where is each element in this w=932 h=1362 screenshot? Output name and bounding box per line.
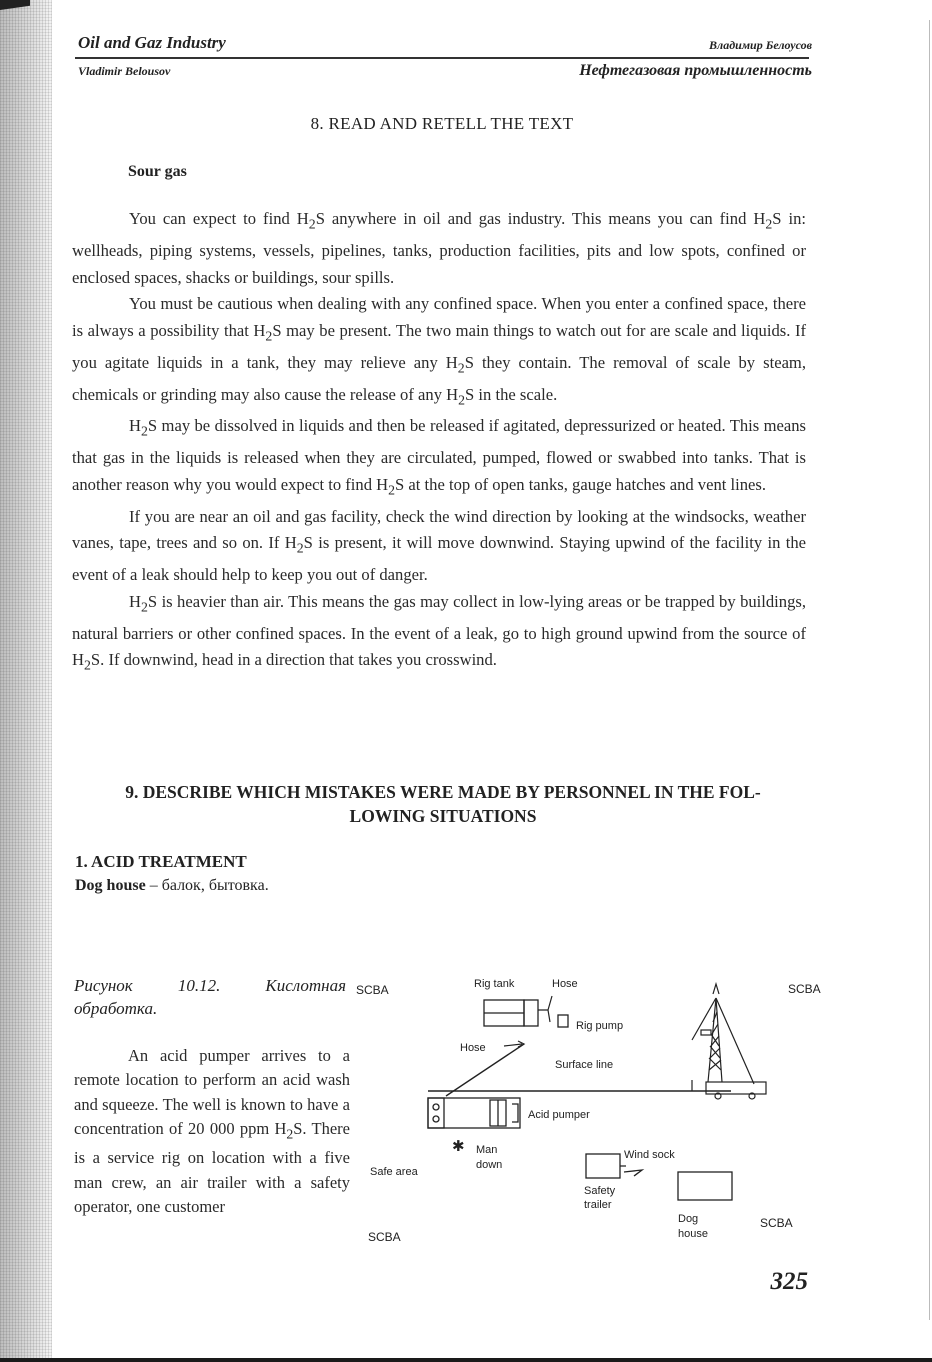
- scba-label: SCBA: [356, 983, 389, 997]
- paragraph: You must be cautious when dealing with any confined space. When you enter a confined space, there is always a possibility that $H_2S$ may be present. The two main things to watch out for are scale and liquids. If you agitate liquids in a tank, they may relieve any $H_2S$ they contain. The removal of scale by steam, chemicals or grinding may also cause the release of any $H_2S$ in the scale.: [72, 294, 806, 407]
- scba-label: SCBA: [368, 1230, 401, 1244]
- rig-pump-label: Rig pump: [576, 1020, 624, 1032]
- rig-hose: [538, 996, 552, 1022]
- page-bottom-edge: [0, 1358, 932, 1362]
- paragraph: $H_2S$ may be dissolved in liquids and then be released if agitated, depressurized or heated. This means that gas in the liquids is released when they are circulated, pumped, flowed or swabbed into tanks. That is another reason why you would expect to find $H_2S$ at the top of open tanks, gauge hatches and vent lines.: [72, 416, 806, 498]
- hose-label: Hose: [552, 978, 578, 990]
- paragraph: If you are near an oil and gas facility, check the wind direction by looking at the windsocks, weather vanes, tape, trees and so on. If $H_2S$ is present, it will move downwind. Staying upwind of the facility in the event of a leak should help to keep you out of danger.: [72, 506, 806, 585]
- section-9-title-line: LOWING SITUATIONS: [349, 806, 537, 826]
- page-edge: [929, 20, 930, 1320]
- running-header-author-en: Vladimir Belousov: [78, 64, 171, 78]
- safe-area-label: Safe area: [370, 1166, 418, 1178]
- paragraph: $H_2S$ is heavier than air. This means the gas may collect in low-lying areas or be trapped by buildings, natural barriers or other confined spaces. In the event of a leak, go to high ground upwind from the source of $H_2S$. If downwind, head in a direction that takes you crosswind.: [72, 591, 806, 673]
- scba-label: SCBA: [760, 1216, 793, 1230]
- rig-tank-label: Rig tank: [474, 978, 515, 990]
- running-header-title-en: Oil and Gaz Industry: [78, 33, 226, 52]
- man-down-label: down: [476, 1159, 503, 1171]
- service-rig-derrick: [692, 984, 766, 1099]
- paragraph: You can expect to find $H_2S$ anywhere in oil and gas industry. This means you can find $H_2S$ in: wellheads, piping systems, vessels, pipelines, tanks, production facilities, pits and low spots, confined or enclosed spaces, shacks or buildings, sour spills.: [72, 209, 807, 287]
- section-9-title-line: 9. DESCRIBE WHICH MISTAKES WERE MADE BY PERSONNEL IN THE FOL-: [125, 782, 761, 802]
- figure-caption: Рисунок 10.12. Кислотная обработка.: [74, 976, 346, 1018]
- running-header-author-ru: Владимир Белоусов: [709, 38, 812, 52]
- hose-label: Hose: [460, 1042, 486, 1054]
- rig-tank: [484, 1000, 538, 1026]
- surface-line-label: Surface line: [555, 1059, 614, 1071]
- scba-label: SCBA: [788, 982, 821, 996]
- situation-text: [74, 1044, 350, 1219]
- acid-treatment-diagram: [356, 970, 821, 1250]
- page-number: 325: [770, 1268, 808, 1295]
- rig-pump: [558, 1015, 568, 1027]
- glossary-translation: – балок, бытовка.: [145, 877, 269, 894]
- situation-heading: 1. ACID TREATMENT: [75, 852, 247, 871]
- man-down-label: Man: [476, 1144, 498, 1156]
- reading-text: [72, 206, 806, 679]
- safety-trailer-label: Safety: [584, 1185, 616, 1197]
- running-header-title-ru: Нефтегазовая промышленность: [579, 62, 812, 79]
- section-9-title: [78, 780, 808, 828]
- glossary-term: Dog house: [75, 877, 146, 894]
- dog-house-label: house: [678, 1228, 708, 1240]
- text-subtitle: Sour gas: [128, 163, 187, 180]
- wind-sock-label: Wind sock: [624, 1149, 675, 1161]
- man-down-icon: ✱: [452, 1138, 465, 1155]
- glossary-entry: [75, 877, 269, 895]
- acid-pumper-label: Acid pumper: [528, 1109, 590, 1121]
- acid-pumper-truck: [428, 1098, 520, 1128]
- book-spine-shadow: [0, 0, 52, 1362]
- dog-house: [678, 1172, 732, 1200]
- section-8-title: 8. READ AND RETELL THE TEXT: [310, 114, 574, 133]
- safety-trailer-label: trailer: [584, 1199, 612, 1211]
- paragraph: An acid pumper arrives to a remote location to perform an acid wash and squeeze. The well is known to have a concentration of 20 000 ppm $H_2S$. There is a service rig on location with a five man crew, an air trailer with a safety operator, one customer: [74, 1046, 350, 1217]
- dog-house-label: Dog: [678, 1213, 699, 1225]
- header-rule: [75, 57, 809, 59]
